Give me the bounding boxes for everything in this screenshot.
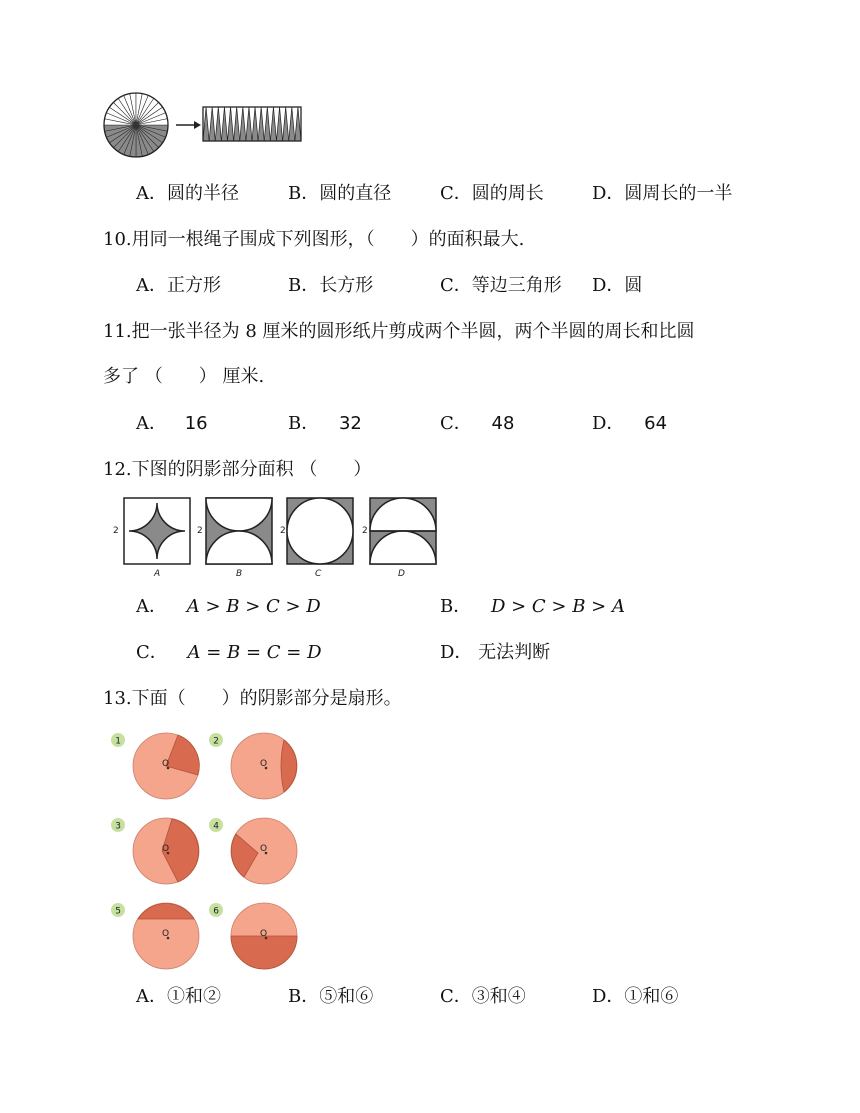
q10-option-b[interactable]: B．长方形: [288, 275, 374, 296]
q11-option-a[interactable]: [136, 412, 208, 436]
sector-figure-6: [209, 903, 297, 969]
q12-figures: [110, 494, 450, 580]
q9-option-d[interactable]: D．圆周长的一半: [592, 183, 733, 204]
q10-option-c[interactable]: C．等边三角形: [440, 275, 562, 296]
q13-option-c[interactable]: C．③和④: [440, 986, 526, 1007]
shaded-region: [281, 740, 297, 792]
strip-triangle: [270, 107, 276, 141]
option-letter: B．: [288, 413, 320, 434]
strip-triangle: [283, 107, 289, 141]
sector-figure-2: [209, 733, 297, 799]
side-label: 2: [113, 526, 119, 536]
option-letter: A．: [136, 596, 167, 617]
option-value: D > C > B > A: [490, 596, 625, 617]
side-label: 2: [280, 526, 286, 536]
option-letter: D．: [592, 413, 625, 434]
q10-option-d[interactable]: D．圆: [592, 275, 643, 296]
center-label: O: [162, 759, 170, 769]
strip-triangle: [252, 107, 258, 141]
q13-option-b[interactable]: B．⑤和⑥: [288, 986, 374, 1007]
strip-triangle: [277, 107, 283, 141]
figure-label: B: [236, 569, 243, 579]
strip-triangle: [264, 107, 270, 141]
figure-label: A: [154, 569, 161, 579]
q11-option-b[interactable]: [288, 412, 362, 436]
q12-stem: 12.下图的阴影部分面积 （ ）: [103, 459, 372, 480]
number-label: 4: [213, 821, 220, 832]
arrow-icon: [176, 121, 201, 129]
figure-a: [113, 498, 190, 579]
number-label: 6: [213, 906, 220, 917]
q12-option-c[interactable]: [136, 641, 322, 665]
q11-option-c[interactable]: [440, 412, 514, 436]
strip-triangle: [289, 107, 295, 141]
option-letter: B．: [440, 596, 472, 617]
strip-triangle: [221, 107, 227, 141]
option-value: A = B = C = D: [187, 642, 322, 663]
q12-option-d[interactable]: [440, 641, 550, 665]
option-value: 48: [491, 413, 515, 434]
center-label: O: [260, 929, 268, 939]
q12-option-b[interactable]: [440, 595, 625, 619]
number-label: 1: [115, 736, 122, 747]
strip-triangle: [246, 107, 252, 141]
number-label: 3: [115, 821, 122, 832]
option-letter: D．: [440, 642, 473, 663]
strip-triangle: [203, 107, 209, 141]
sector-figure-1: [111, 733, 199, 799]
sector-figure-5: [111, 903, 199, 969]
q9-option-c[interactable]: C．圆的周长: [440, 183, 544, 204]
center-label: O: [162, 929, 170, 939]
strip-triangle: [240, 107, 246, 141]
center-label: O: [162, 844, 170, 854]
number-label: 5: [115, 906, 122, 917]
q10-stem: 10.用同一根绳子围成下列图形，（ ）的面积最大.: [103, 229, 525, 250]
center-label: O: [260, 844, 268, 854]
figure-d: [362, 498, 436, 579]
strip-triangle: [228, 107, 234, 141]
q12-option-a[interactable]: [136, 595, 321, 619]
sector-figure-4: [209, 818, 297, 884]
q13-option-a[interactable]: A．①和②: [136, 986, 221, 1007]
figure-label: D: [398, 569, 405, 579]
center-label: O: [260, 759, 268, 769]
shaded-region: [138, 903, 194, 919]
figure-b: [197, 498, 272, 579]
q11-option-d[interactable]: [592, 412, 667, 436]
option-value: A > B > C > D: [186, 596, 321, 617]
q13-figures: [106, 728, 306, 976]
strip-triangle: [209, 107, 215, 141]
q9-option-b[interactable]: B．圆的直径: [288, 183, 392, 204]
option-letter: C．: [136, 642, 168, 663]
rearranged-strip: [203, 107, 301, 141]
figure-c: [280, 498, 353, 579]
option-letter: A．: [136, 413, 167, 434]
figure-label: C: [315, 569, 322, 579]
q9-figure: [100, 92, 310, 162]
sector-circle: [104, 93, 168, 157]
q13-option-d[interactable]: D．①和⑥: [592, 986, 679, 1007]
side-label: 2: [197, 526, 203, 536]
q11-stem-line2: 多了 （ ） 厘米.: [103, 366, 265, 387]
option-value: 无法判断: [478, 642, 551, 663]
q13-stem: 13.下面（ ）的阴影部分是扇形。: [103, 688, 402, 709]
strip-triangle: [295, 107, 301, 141]
strip-triangle: [258, 107, 264, 141]
option-value: 16: [184, 413, 208, 434]
shaded-region: [231, 936, 297, 969]
option-value: 32: [338, 413, 362, 434]
option-letter: C．: [440, 413, 472, 434]
strip-triangle: [215, 107, 221, 141]
number-label: 2: [213, 736, 220, 747]
q9-option-a[interactable]: A．圆的半径: [136, 183, 239, 204]
sector-figure-3: [111, 818, 199, 884]
side-label: 2: [362, 526, 368, 536]
q10-option-a[interactable]: A．正方形: [136, 275, 221, 296]
q11-stem-line1: 11.把一张半径为 8 厘米的圆形纸片剪成两个半圆，两个半圆的周长和比圆: [103, 321, 695, 342]
strip-triangle: [234, 107, 240, 141]
option-value: 64: [644, 413, 668, 434]
